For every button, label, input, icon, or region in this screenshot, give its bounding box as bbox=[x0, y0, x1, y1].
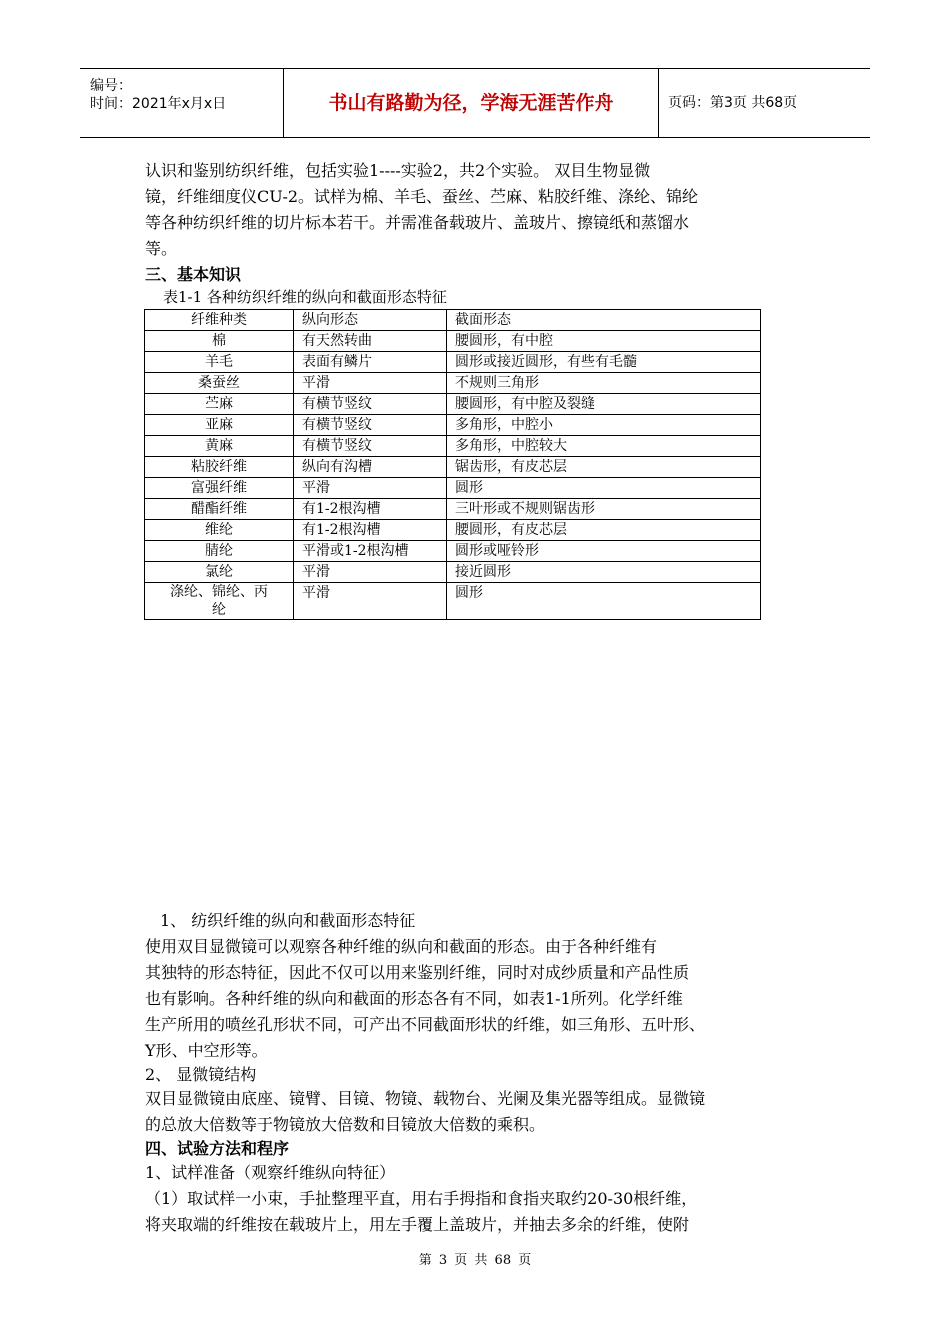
body-line: （1）取试样一小束，手扯整理平直，用右手拇指和食指夹取约20-30根纤维， bbox=[145, 1189, 698, 1208]
body-line: Y形、中空形等。 bbox=[145, 1041, 268, 1060]
intro-line: 等。 bbox=[145, 239, 178, 258]
table-row bbox=[145, 352, 761, 373]
cross-section-shape: 锯齿形，有皮芯层 bbox=[447, 457, 761, 478]
table-row bbox=[145, 331, 761, 352]
table-row bbox=[145, 457, 761, 478]
header-motto: 书山有路勤为径，学海无涯苦作舟 bbox=[284, 69, 659, 137]
fiber-kind: 羊毛 bbox=[145, 352, 294, 373]
table-row bbox=[145, 394, 761, 415]
cross-section-shape: 圆形 bbox=[447, 478, 761, 499]
cross-section-shape: 圆形或接近圆形，有些有毛髓 bbox=[447, 352, 761, 373]
longitudinal-shape: 有横节竖纹 bbox=[294, 436, 447, 457]
cross-section-shape: 多角形，中腔小 bbox=[447, 415, 761, 436]
table-caption: 表1-1 各种纺织纤维的纵向和截面形态特征 bbox=[163, 288, 447, 306]
document-time: 时间：2021年x月x日 bbox=[90, 96, 227, 112]
table-header-cell: 纵向形态 bbox=[294, 310, 447, 331]
longitudinal-shape: 平滑 bbox=[294, 562, 447, 583]
fiber-kind: 亚麻 bbox=[145, 415, 294, 436]
fiber-kind: 醋酯纤维 bbox=[145, 499, 294, 520]
table-header-row bbox=[145, 310, 761, 331]
intro-line: 等各种纺织纤维的切片标本若干。并需准备载玻片、盖玻片、擦镜纸和蒸馏水 bbox=[145, 213, 690, 232]
item-title: 1、 纺织纤维的纵向和截面形态特征 bbox=[160, 911, 416, 930]
cross-section-shape: 腰圆形，有中腔及裂缝 bbox=[447, 394, 761, 415]
cross-section-shape: 圆形 bbox=[447, 583, 761, 620]
cross-section-shape: 三叶形或不规则锯齿形 bbox=[447, 499, 761, 520]
table-row bbox=[145, 373, 761, 394]
item-title: 2、 显微镜结构 bbox=[145, 1065, 257, 1084]
page-header bbox=[80, 68, 870, 138]
fiber-kind: 富强纤维 bbox=[145, 478, 294, 499]
body-line: 将夹取端的纤维按在载玻片上，用左手覆上盖玻片，并抽去多余的纤维，使附 bbox=[145, 1215, 690, 1234]
body-line: 也有影响。各种纤维的纵向和截面的形态各有不同，如表1-1所列。化学纤维 bbox=[145, 989, 683, 1008]
fiber-kind-line: 涤纶、锦纶、丙 bbox=[170, 584, 268, 600]
table-row bbox=[145, 415, 761, 436]
header-meta bbox=[80, 69, 284, 137]
longitudinal-shape: 有横节竖纹 bbox=[294, 394, 447, 415]
intro-line: 认识和鉴别纺织纤维，包括实验1----实验2，共2个实验。 双目生物显微 bbox=[145, 161, 651, 180]
longitudinal-shape: 平滑 bbox=[294, 583, 447, 620]
fiber-kind: 氯纶 bbox=[145, 562, 294, 583]
fiber-kind: 桑蚕丝 bbox=[145, 373, 294, 394]
fiber-kind: 粘胶纤维 bbox=[145, 457, 294, 478]
step-title: 1、试样准备（观察纤维纵向特征） bbox=[145, 1163, 396, 1182]
cross-section-shape: 腰圆形，有中腔 bbox=[447, 331, 761, 352]
table-row bbox=[145, 436, 761, 457]
section-heading: 四、试验方法和程序 bbox=[145, 1139, 290, 1158]
body-line: 其独特的形态特征，因此不仅可以用来鉴别纤维，同时对成纱质量和产品性质 bbox=[145, 963, 690, 982]
longitudinal-shape: 有横节竖纹 bbox=[294, 415, 447, 436]
table-header-cell: 纤维种类 bbox=[145, 310, 294, 331]
body-line: 的总放大倍数等于物镜放大倍数和目镜放大倍数的乘积。 bbox=[145, 1115, 546, 1134]
table-row bbox=[145, 520, 761, 541]
longitudinal-shape: 平滑或1-2根沟槽 bbox=[294, 541, 447, 562]
longitudinal-shape: 表面有鳞片 bbox=[294, 352, 447, 373]
intro-line: 镜，纤维细度仪CU-2。试样为棉、羊毛、蚕丝、苎麻、粘胶纤维、涤纶、锦纶 bbox=[145, 187, 699, 206]
body-line: 生产所用的喷丝孔形状不同，可产出不同截面形状的纤维，如三角形、五叶形、 bbox=[145, 1015, 706, 1034]
table-row bbox=[145, 499, 761, 520]
table-header-cell: 截面形态 bbox=[447, 310, 761, 331]
fiber-kind-line: 纶 bbox=[212, 602, 226, 618]
section-heading: 三、基本知识 bbox=[145, 265, 242, 284]
fiber-kind: 维纶 bbox=[145, 520, 294, 541]
fiber-kind: 腈纶 bbox=[145, 541, 294, 562]
fiber-morphology-table bbox=[144, 309, 761, 620]
longitudinal-shape: 有1-2根沟槽 bbox=[294, 520, 447, 541]
document-number: 编号： bbox=[90, 78, 132, 94]
fiber-kind: 苎麻 bbox=[145, 394, 294, 415]
cross-section-shape: 接近圆形 bbox=[447, 562, 761, 583]
longitudinal-shape: 有1-2根沟槽 bbox=[294, 499, 447, 520]
body-line: 双目显微镜由底座、镜臂、目镜、物镜、载物台、光阑及集光器等组成。显微镜 bbox=[145, 1089, 706, 1108]
table-row bbox=[145, 478, 761, 499]
cross-section-shape: 圆形或哑铃形 bbox=[447, 541, 761, 562]
fiber-kind bbox=[145, 583, 294, 620]
cross-section-shape: 多角形，中腔较大 bbox=[447, 436, 761, 457]
header-page-info: 页码：第3页 共68页 bbox=[668, 95, 798, 111]
table-row bbox=[145, 583, 761, 620]
table-row bbox=[145, 562, 761, 583]
longitudinal-shape: 有天然转曲 bbox=[294, 331, 447, 352]
cross-section-shape: 腰圆形，有皮芯层 bbox=[447, 520, 761, 541]
fiber-kind: 黄麻 bbox=[145, 436, 294, 457]
page-footer: 第 3 页 共 68 页 bbox=[418, 1253, 532, 1268]
longitudinal-shape: 平滑 bbox=[294, 373, 447, 394]
fiber-kind: 棉 bbox=[145, 331, 294, 352]
cross-section-shape: 不规则三角形 bbox=[447, 373, 761, 394]
longitudinal-shape: 纵向有沟槽 bbox=[294, 457, 447, 478]
longitudinal-shape: 平滑 bbox=[294, 478, 447, 499]
body-line: 使用双目显微镜可以观察各种纤维的纵向和截面的形态。由于各种纤维有 bbox=[145, 937, 658, 956]
table-row bbox=[145, 541, 761, 562]
